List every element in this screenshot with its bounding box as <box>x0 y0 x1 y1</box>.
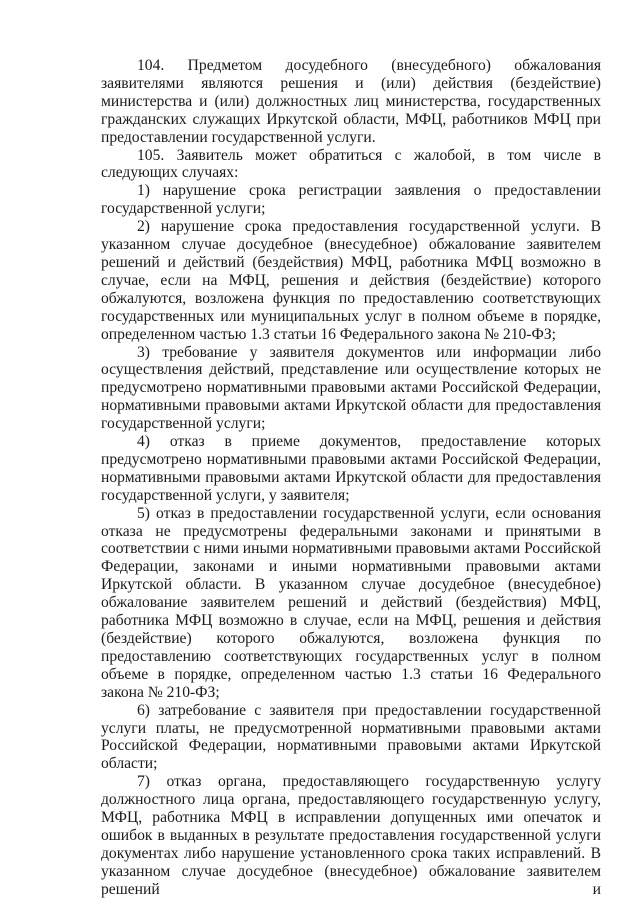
list-item-7: 7) отказ органа, предоставляющего государственную услугу должностного лица органа, предоставляющего государственную услугу, МФЦ, работника МФЦ в исправлении допущенных ими опечаток и ошибок в выданных в результате предоставления государственной услуги документах либо нарушение установленного срока таких исправлений. В указанном случае досудебное (внесудебное) обжалование заявителем решений и <box>101 773 601 898</box>
list-item-6: 6) затребование с заявителя при предоставлении государственной услуги платы, не предусмотренной нормативными правовыми актами Российской Федерации, нормативными правовыми актами Иркутской области; <box>101 701 601 773</box>
list-item-1: 1) нарушение срока регистрации заявления о предоставлении государственной услуги; <box>101 182 601 218</box>
list-item-5: 5) отказ в предоставлении государственной услуги, если основания отказа не предусмотрены федеральными законами и принятыми в соответствии с ними иными нормативными правовыми актами Российской Федерации, законами и иными нормативными правовыми актами Иркутской области. В указанном случае досудебное (внесудебное) обжалование заявителем решений и действий (бездействия) МФЦ, работника МФЦ возможно в случае, если на МФЦ, решения и действия (бездействие) которого обжалуются, возложена функция по предоставлению соответствующих государственных услуг в полном объеме в порядке, определенном частью 1.3 статьи 16 Федерального закона № 210-ФЗ; <box>101 504 601 701</box>
paragraph-105: 105. Заявитель может обратиться с жалобой, в том числе в следующих случаях: <box>101 146 601 182</box>
paragraph-104: 104. Предметом досудебного (внесудебного) обжалования заявителями являются решения и (или) действия (бездействие) министерства и (или) должностных лиц министерства, государственных гражданских служащих Иркутской области, МФЦ, работников МФЦ при предоставлении государственной услуги. <box>101 57 601 146</box>
list-item-2: 2) нарушение срока предоставления государственной услуги. В указанном случае досудебное (внесудебное) обжалование заявителем решений и действий (бездействия) МФЦ, работника МФЦ возможно в случае, если на МФЦ, решения и действия (бездействие) которого обжалуются, возложена функция по предоставлению соответствующих государственных или муниципальных услуг в полном объеме в порядке, определенном частью 1.3 статьи 16 Федерального закона № 210-ФЗ; <box>101 218 601 343</box>
document-page <box>101 57 601 899</box>
list-item-4: 4) отказ в приеме документов, предоставление которых предусмотрено нормативными правовыми актами Российской Федерации, нормативными правовыми актами Иркутской области для предоставления государственной услуги, у заявителя; <box>101 433 601 504</box>
list-item-3: 3) требование у заявителя документов или информации либо осуществления действий, представление или осуществление которых не предусмотрено нормативными правовыми актами Российской Федерации, нормативными правовыми актами Иркутской области для предоставления государственной услуги; <box>101 343 601 433</box>
